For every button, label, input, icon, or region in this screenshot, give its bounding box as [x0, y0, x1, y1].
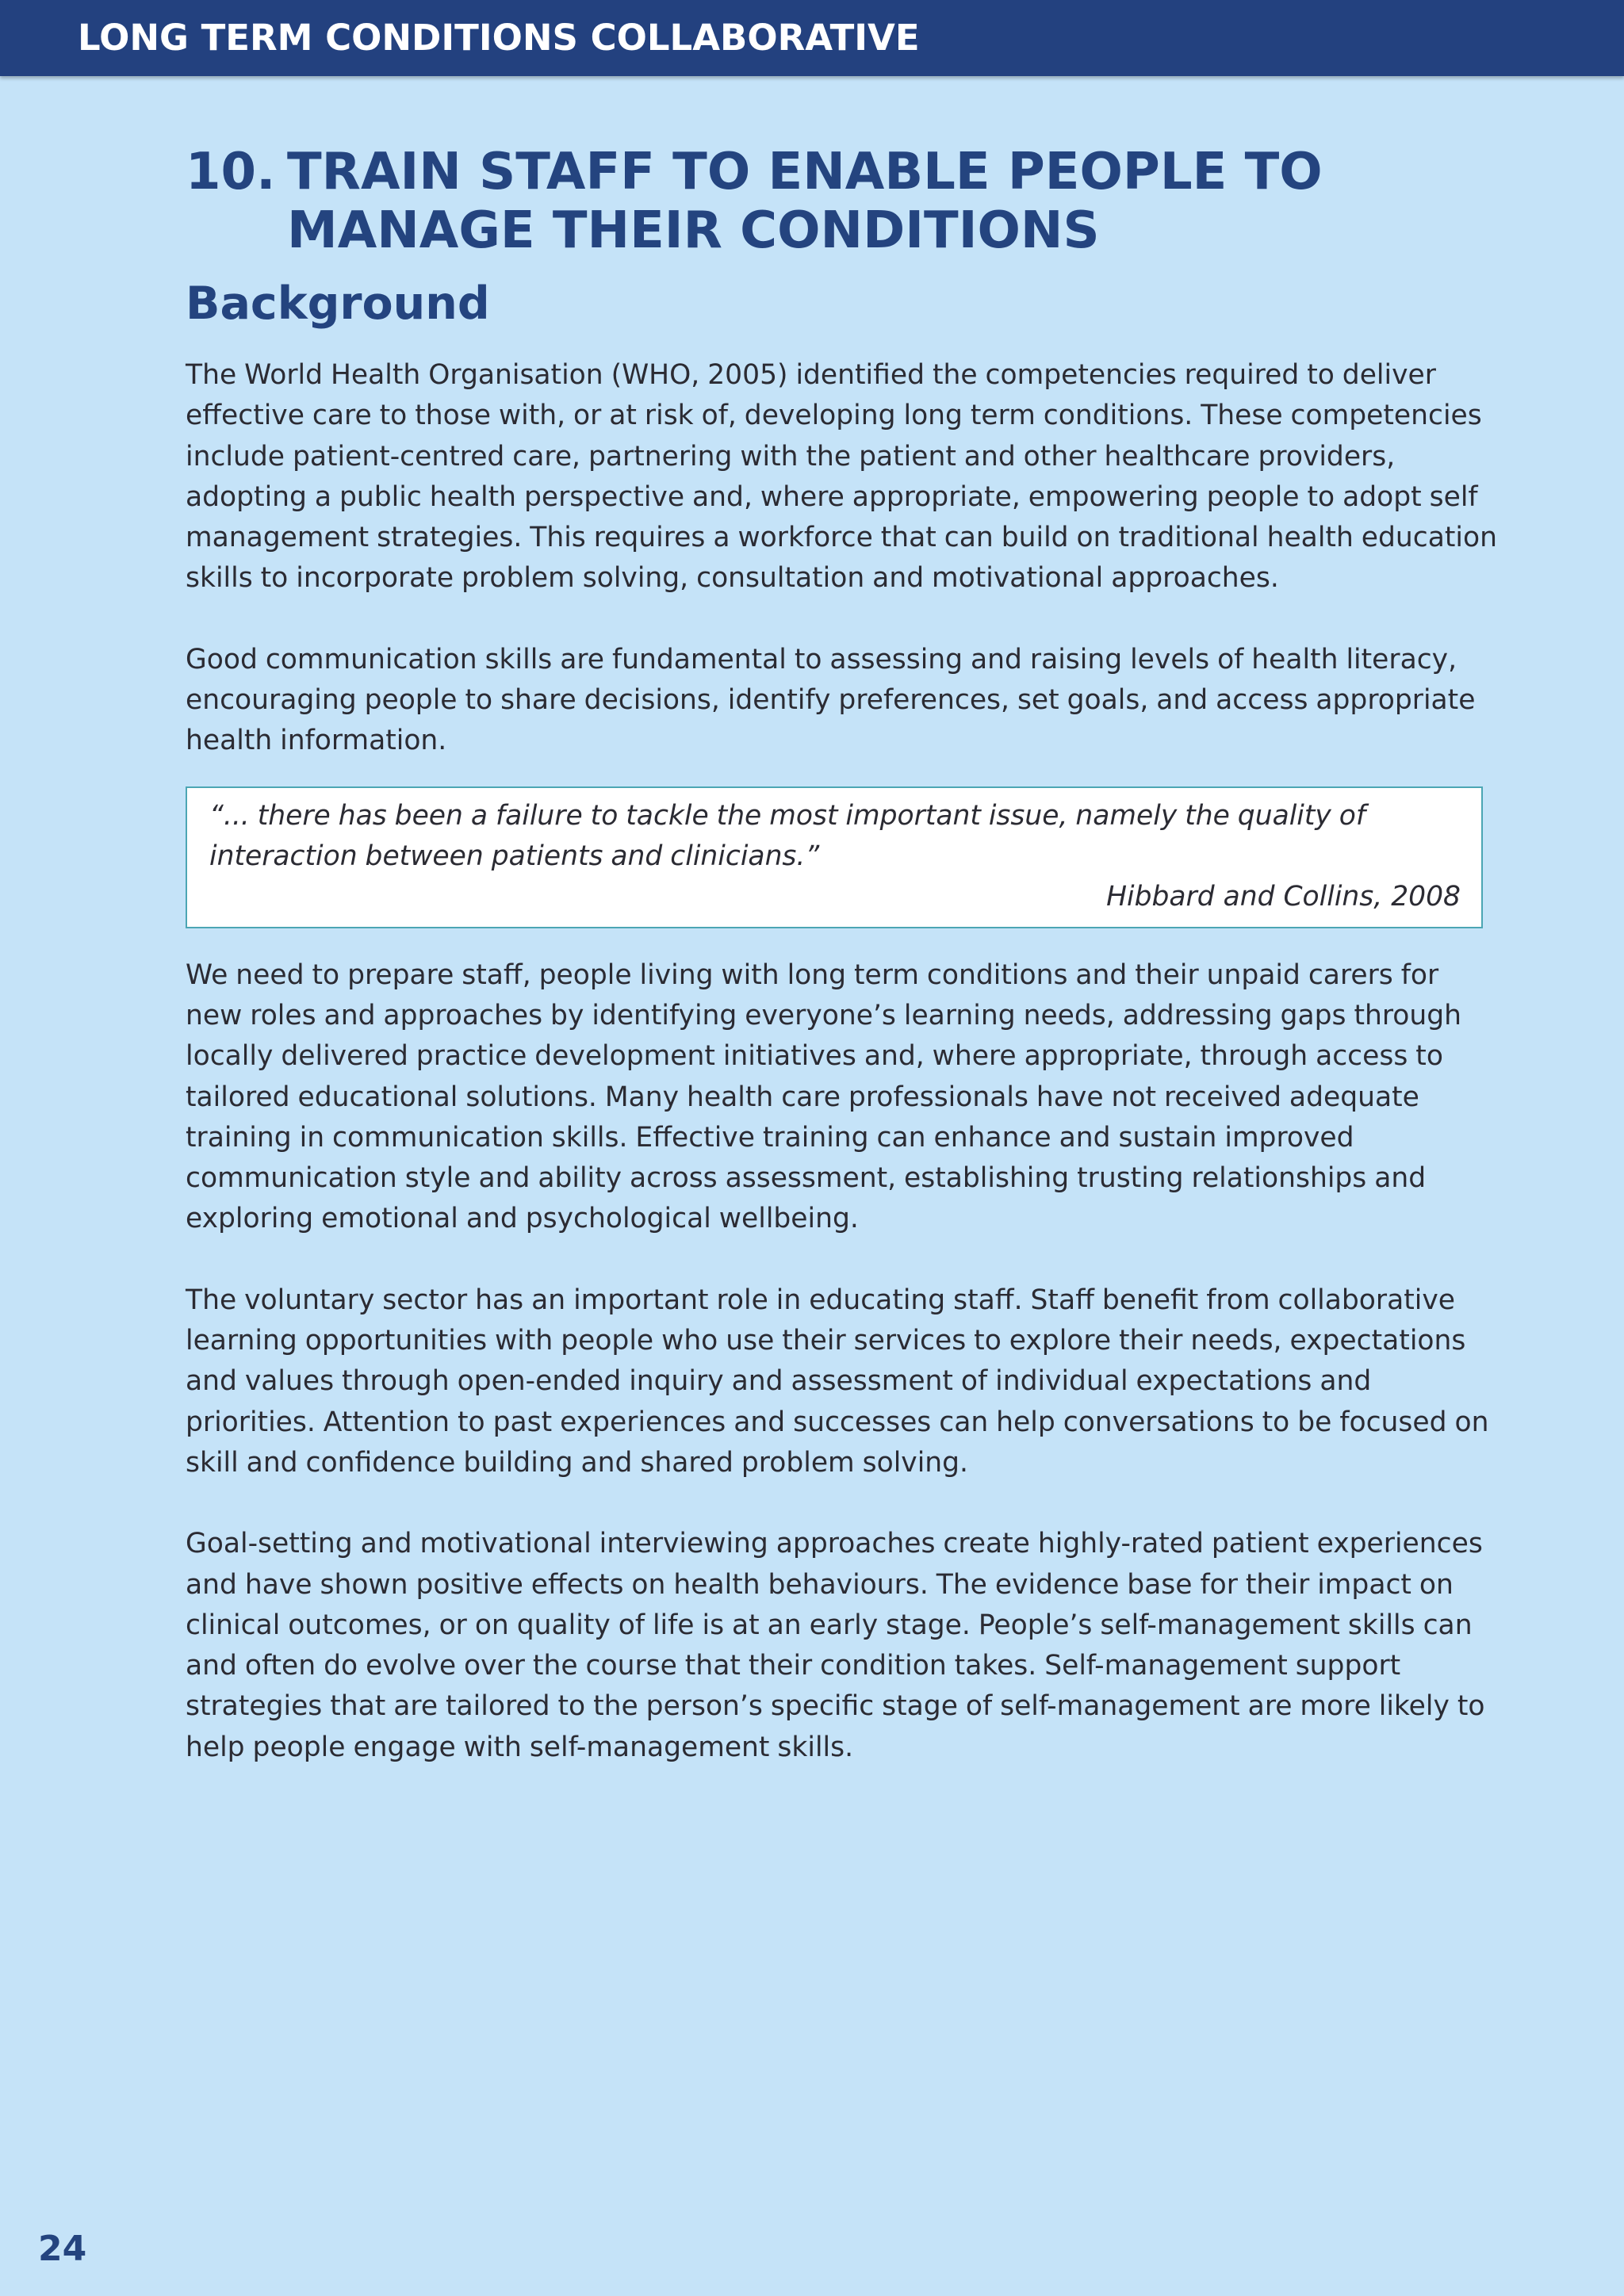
section-heading [186, 143, 1502, 260]
background-heading: Background [186, 277, 490, 330]
paragraph-communication-skills: Good communication skills are fundamental to assessing and raising levels of health literacy, encouraging people to share decisions, identify preferences, set goals, and access appropriate health information. [186, 643, 1476, 757]
quote-attribution: Hibbard and Collins, 2008 [1106, 880, 1461, 913]
header-bar [0, 0, 1624, 76]
section-title: TRAIN STAFF TO ENABLE PEOPLE TO MANAGE THEIR CONDITIONS [287, 143, 1323, 260]
main-content [186, 143, 1502, 1808]
paragraph-who-competencies: The World Health Organisation (WHO, 2005) identified the competencies required to deliver effective care to those with, or at risk of, developing long term conditions. These competencies include patient-centred care, partnering with the patient and other healthcare providers, adopting a public health perspective and, where appropriate, empowering people to adopt self management strategies. This requires a workforce that can build on traditional health education skills to incorporate problem solving, consultation and motivational approaches. [186, 359, 1497, 595]
page-number: 24 [38, 2229, 87, 2269]
paragraph-goal-setting: Goal-setting and motivational interviewing approaches create highly-rated patient experiences and have shown positive effects on health behaviours. The evidence base for their impact on clinical outcomes, or on quality of life is at an early stage. People’s self-management skills can and often do evolve over the course that their condition takes. Self-management support strategies that are tailored to the person’s specific stage of self-management are more likely to help people engage with self-management skills. [186, 1528, 1485, 1763]
header-title: LONG TERM CONDITIONS COLLABORATIVE [78, 17, 920, 59]
paragraph-voluntary-sector: The voluntary sector has an important role in educating staff. Staff benefit from collaborative learning opportunities with people who use their services to explore their needs, expectations and values through open-ended inquiry and assessment of individual expectations and priorities. Attention to past experiences and successes can help conversations to be focused on skill and confidence building and shared problem solving. [186, 1284, 1489, 1479]
paragraph-prepare-staff: We need to prepare staff, people living with long term conditions and their unpaid carers for new roles and approaches by identifying everyone’s learning needs, addressing gaps through locally delivered practice development initiatives and, where appropriate, through access to tailored educational solutions. Many health care professionals have not received adequate training in communication skills. Effective training can enhance and sustain improved communication style and ability across assessment, establishing trusting relationships and exploring emotional and psychological wellbeing. [186, 959, 1462, 1235]
section-number: 10. [186, 143, 276, 201]
quote-box [186, 786, 1483, 928]
quote-text: “... there has been a failure to tackle the most important issue, namely the quality of interaction between patients and clinicians.” [209, 799, 1366, 872]
